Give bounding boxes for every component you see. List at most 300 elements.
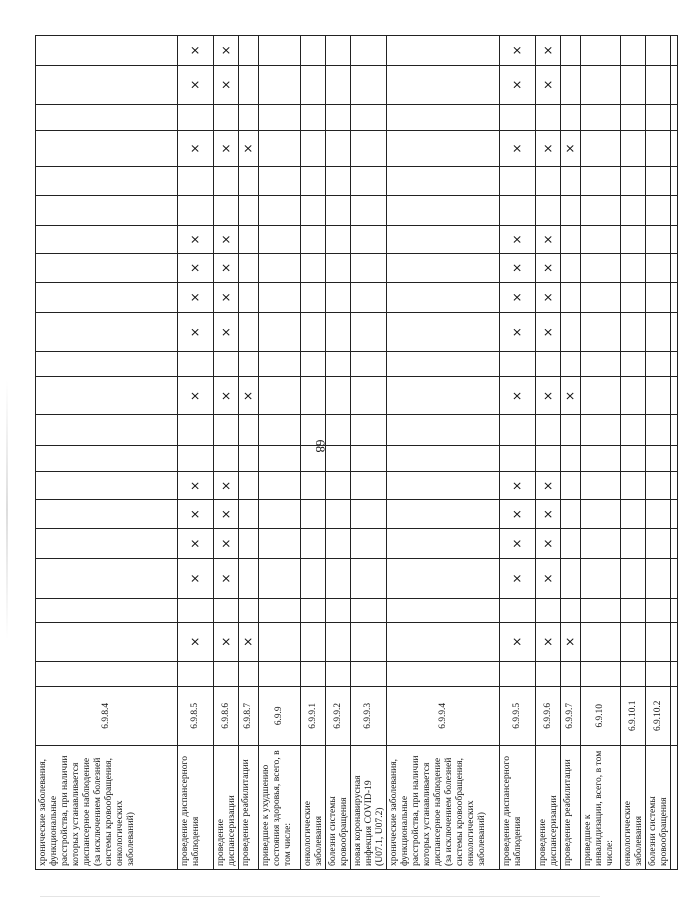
x-mark-cell: × [214,313,239,352]
empty-cell [351,598,387,622]
empty-cell [351,65,387,104]
x-mark-cell: × [178,254,214,282]
x-mark-cell: × [214,254,239,282]
empty-cell [561,472,581,500]
x-mark-cell: × [178,131,214,167]
empty-cell [671,254,678,282]
empty-cell [259,313,301,352]
row-name-cell: новая коронавирусная инфекция COVID-19 (U07.1, U07.2) [351,745,387,869]
empty-cell [646,598,671,622]
empty-cell [561,196,581,225]
table-row [326,36,351,870]
empty-cell [581,166,621,195]
empty-cell [326,254,351,282]
empty-cell [178,598,214,622]
empty-cell [671,282,678,313]
empty-cell [326,446,351,472]
x-mark-cell: × [536,65,561,104]
x-mark-cell: × [214,65,239,104]
empty-cell [259,500,301,528]
row-code-cell: 6.9.9.5 [500,686,536,745]
empty-cell [36,131,178,167]
empty-cell [581,104,621,130]
empty-cell [646,166,671,195]
empty-cell [214,104,239,130]
row-name-cell: онкологические заболевания [301,745,326,869]
empty-cell [301,166,326,195]
x-mark-cell: × [178,500,214,528]
empty-cell [326,352,351,377]
empty-cell [536,196,561,225]
empty-cell [671,446,678,472]
empty-cell [259,225,301,253]
empty-cell [326,313,351,352]
empty-cell [581,225,621,253]
empty-cell [581,254,621,282]
empty-cell [351,313,387,352]
empty-cell [671,313,678,352]
row-code-cell: 6.9.9.4 [387,686,500,745]
x-mark-cell: × [214,559,239,598]
empty-cell [326,622,351,661]
empty-cell [36,166,178,195]
empty-cell [646,196,671,225]
empty-cell [646,661,671,686]
x-mark-cell: × [500,528,536,559]
x-mark-cell: × [536,131,561,167]
empty-cell [36,661,178,686]
empty-cell [239,598,259,622]
x-mark-cell: × [178,377,214,415]
empty-cell [561,528,581,559]
row-name-cell: приведшее к инвалидизации, всего, в том числе: [581,745,621,869]
row-name-cell: болезни системы кровообращения [326,745,351,869]
empty-cell [671,622,678,661]
row-code-cell: 6.9.10.2 [646,686,671,745]
empty-cell [646,446,671,472]
empty-cell [671,225,678,253]
empty-cell [671,166,678,195]
report-table [35,35,678,870]
empty-cell [301,559,326,598]
empty-cell [561,254,581,282]
x-mark-cell: × [178,622,214,661]
empty-cell [671,500,678,528]
empty-cell [387,528,500,559]
x-mark-cell: × [561,622,581,661]
empty-cell [326,472,351,500]
empty-cell [239,313,259,352]
x-mark-cell: × [214,500,239,528]
empty-cell [36,446,178,472]
empty-cell [239,472,259,500]
empty-cell [351,352,387,377]
table-row [387,36,500,870]
empty-cell [351,254,387,282]
x-mark-cell: × [536,225,561,253]
scan-edge-shadow [6,380,8,640]
empty-cell [621,622,646,661]
empty-cell [239,415,259,446]
empty-cell [259,472,301,500]
x-mark-cell: × [536,622,561,661]
row-code-cell: 6.9.9.2 [326,686,351,745]
empty-cell [239,446,259,472]
empty-cell [301,104,326,130]
empty-cell [621,352,646,377]
x-mark-cell: × [239,377,259,415]
empty-cell [239,65,259,104]
empty-cell [500,661,536,686]
empty-cell [581,559,621,598]
empty-cell [387,313,500,352]
empty-cell [239,528,259,559]
empty-cell [36,622,178,661]
empty-cell [259,661,301,686]
empty-cell [671,36,678,66]
empty-cell [387,415,500,446]
empty-cell [671,598,678,622]
empty-cell [646,352,671,377]
x-mark-cell: × [500,282,536,313]
empty-cell [621,196,646,225]
x-mark-cell: × [500,36,536,66]
row-code-cell: 6.9.8.6 [214,686,239,745]
empty-cell [387,36,500,66]
empty-cell [301,500,326,528]
empty-cell [214,166,239,195]
empty-cell [301,196,326,225]
empty-cell [259,352,301,377]
empty-cell [326,104,351,130]
empty-cell [621,377,646,415]
empty-cell [326,661,351,686]
empty-cell [646,528,671,559]
empty-cell [178,166,214,195]
empty-cell [500,598,536,622]
empty-cell [36,500,178,528]
empty-cell [239,282,259,313]
empty-cell [646,225,671,253]
empty-cell [646,415,671,446]
empty-cell [351,446,387,472]
x-mark-cell: × [178,313,214,352]
row-name-cell: хронические заболевания, функциональные расстройства, при наличии которых устанавливается диспансерное наблюдение (за исключением болезней системы кровообращения, онкологических заболеваний) [387,745,500,869]
empty-cell [561,559,581,598]
table-row [214,36,239,870]
row-code-cell: 6.9.8.5 [178,686,214,745]
empty-cell [214,352,239,377]
x-mark-cell: × [178,559,214,598]
empty-cell [239,36,259,66]
table-row [561,36,581,870]
x-mark-cell: × [500,313,536,352]
x-mark-cell: × [536,313,561,352]
empty-cell [259,36,301,66]
empty-cell [301,131,326,167]
empty-cell [36,377,178,415]
empty-cell [259,446,301,472]
x-mark-cell: × [214,622,239,661]
empty-cell [671,352,678,377]
empty-cell [259,598,301,622]
empty-cell [259,65,301,104]
row-code-cell: 6.9.9.1 [301,686,326,745]
empty-cell [301,598,326,622]
empty-cell [351,166,387,195]
empty-cell [621,254,646,282]
empty-cell [561,104,581,130]
row-code-cell: 6.9.9.3 [351,686,387,745]
row-code-cell: 6.9.10 [581,686,621,745]
empty-cell [36,313,178,352]
empty-cell [500,352,536,377]
empty-cell [387,622,500,661]
empty-cell [178,415,214,446]
empty-cell [326,65,351,104]
empty-cell [326,528,351,559]
row-name-cell: проведение реабилитации [561,745,581,869]
empty-cell [36,282,178,313]
empty-cell [561,166,581,195]
empty-cell [259,131,301,167]
empty-cell [621,104,646,130]
empty-cell [621,415,646,446]
empty-cell [178,352,214,377]
empty-cell [259,282,301,313]
empty-cell [214,415,239,446]
empty-cell [326,36,351,66]
row-name-cell: проведение реабилитации [239,745,259,869]
table-row [581,36,621,870]
empty-cell [351,377,387,415]
x-mark-cell: × [500,500,536,528]
empty-cell [214,661,239,686]
table-row [621,36,646,870]
empty-cell [387,196,500,225]
table-row [351,36,387,870]
empty-cell [646,282,671,313]
table-body [36,36,678,870]
empty-cell [621,36,646,66]
x-mark-cell: × [500,622,536,661]
empty-cell [581,446,621,472]
empty-cell [326,225,351,253]
empty-cell [536,352,561,377]
empty-cell [671,472,678,500]
empty-cell [536,598,561,622]
empty-cell [387,598,500,622]
empty-cell [621,131,646,167]
empty-cell [326,598,351,622]
empty-cell [621,500,646,528]
x-mark-cell: × [536,500,561,528]
empty-cell [581,622,621,661]
empty-cell [214,598,239,622]
empty-cell [500,166,536,195]
row-code-cell: 6.9.9.6 [536,686,561,745]
empty-cell [36,254,178,282]
empty-cell [239,661,259,686]
empty-cell [239,104,259,130]
x-mark-cell: × [500,472,536,500]
empty-cell [671,661,678,686]
empty-cell [581,661,621,686]
x-mark-cell: × [178,528,214,559]
row-name-cell: хронические заболевания, функциональные расстройства, при наличии которых устанавливается диспансерное наблюдение (за исключением болезней системы кровообращения, онкологических заболеваний) [36,745,178,869]
table-row-empty [671,36,678,870]
empty-cell [351,225,387,253]
empty-cell [36,65,178,104]
empty-cell [326,415,351,446]
empty-cell [671,104,678,130]
scan-edge-line [40,896,600,897]
empty-cell [581,196,621,225]
empty-cell [621,446,646,472]
empty-cell [301,65,326,104]
empty-cell [646,472,671,500]
empty-cell [387,104,500,130]
empty-cell [351,500,387,528]
x-mark-cell: × [561,377,581,415]
x-mark-cell: × [214,377,239,415]
empty-cell [581,415,621,446]
x-mark-cell: × [239,131,259,167]
empty-cell [259,415,301,446]
empty-cell [214,196,239,225]
empty-cell [351,282,387,313]
empty-cell [671,415,678,446]
empty-cell [36,225,178,253]
empty-cell [351,661,387,686]
table-row [239,36,259,870]
empty-cell [671,559,678,598]
empty-cell [239,352,259,377]
empty-cell [36,472,178,500]
empty-cell [301,446,326,472]
empty-cell [561,282,581,313]
row-name-cell: проведение диспансерного наблюдения [178,745,214,869]
empty-cell [387,446,500,472]
empty-cell [301,313,326,352]
empty-cell [351,36,387,66]
empty-cell [581,377,621,415]
empty-cell [536,446,561,472]
empty-cell [301,472,326,500]
empty-cell [326,282,351,313]
table-row [36,36,178,870]
empty-cell [326,377,351,415]
empty-cell [561,352,581,377]
x-mark-cell: × [536,254,561,282]
empty-cell [646,36,671,66]
empty-cell [36,415,178,446]
empty-cell [536,661,561,686]
empty-cell [239,254,259,282]
empty-cell [326,166,351,195]
x-mark-cell: × [500,377,536,415]
empty-cell [671,686,678,745]
empty-cell [351,131,387,167]
empty-cell [621,528,646,559]
empty-cell [581,500,621,528]
empty-cell [561,313,581,352]
empty-cell [301,282,326,313]
x-mark-cell: × [536,36,561,66]
empty-cell [387,661,500,686]
empty-cell [36,352,178,377]
empty-cell [621,166,646,195]
table-row [178,36,214,870]
empty-cell [387,225,500,253]
empty-cell [671,131,678,167]
empty-cell [301,225,326,253]
empty-cell [671,377,678,415]
empty-cell [36,196,178,225]
empty-cell [301,352,326,377]
empty-cell [500,196,536,225]
x-mark-cell: × [239,622,259,661]
empty-cell [561,661,581,686]
empty-cell [239,225,259,253]
table-row [646,36,671,870]
empty-cell [581,282,621,313]
empty-cell [36,36,178,66]
row-code-cell: 6.9.8.4 [36,686,178,745]
empty-cell [259,559,301,598]
row-name-cell: проведение диспансеризации [536,745,561,869]
empty-cell [581,472,621,500]
x-mark-cell: × [500,559,536,598]
x-mark-cell: × [536,528,561,559]
empty-cell [581,313,621,352]
row-name-cell: проведение диспансерного наблюдения [500,745,536,869]
x-mark-cell: × [214,528,239,559]
empty-cell [387,377,500,415]
empty-cell [646,559,671,598]
empty-cell [259,166,301,195]
x-mark-cell: × [214,131,239,167]
empty-cell [387,352,500,377]
empty-cell [351,196,387,225]
empty-cell [500,104,536,130]
empty-cell [621,282,646,313]
empty-cell [536,415,561,446]
empty-cell [351,559,387,598]
x-mark-cell: × [214,472,239,500]
empty-cell [561,65,581,104]
empty-cell [239,559,259,598]
x-mark-cell: × [536,282,561,313]
x-mark-cell: × [536,559,561,598]
rotated-table-container [35,35,669,870]
empty-cell [581,36,621,66]
empty-cell [239,166,259,195]
empty-cell [259,104,301,130]
x-mark-cell: × [561,131,581,167]
empty-cell [581,65,621,104]
empty-cell [214,446,239,472]
empty-cell [561,415,581,446]
empty-cell [621,661,646,686]
empty-cell [259,622,301,661]
empty-cell [301,622,326,661]
x-mark-cell: × [500,254,536,282]
row-code-cell: 6.9.8.7 [239,686,259,745]
empty-cell [351,472,387,500]
empty-cell [351,622,387,661]
empty-cell [301,377,326,415]
